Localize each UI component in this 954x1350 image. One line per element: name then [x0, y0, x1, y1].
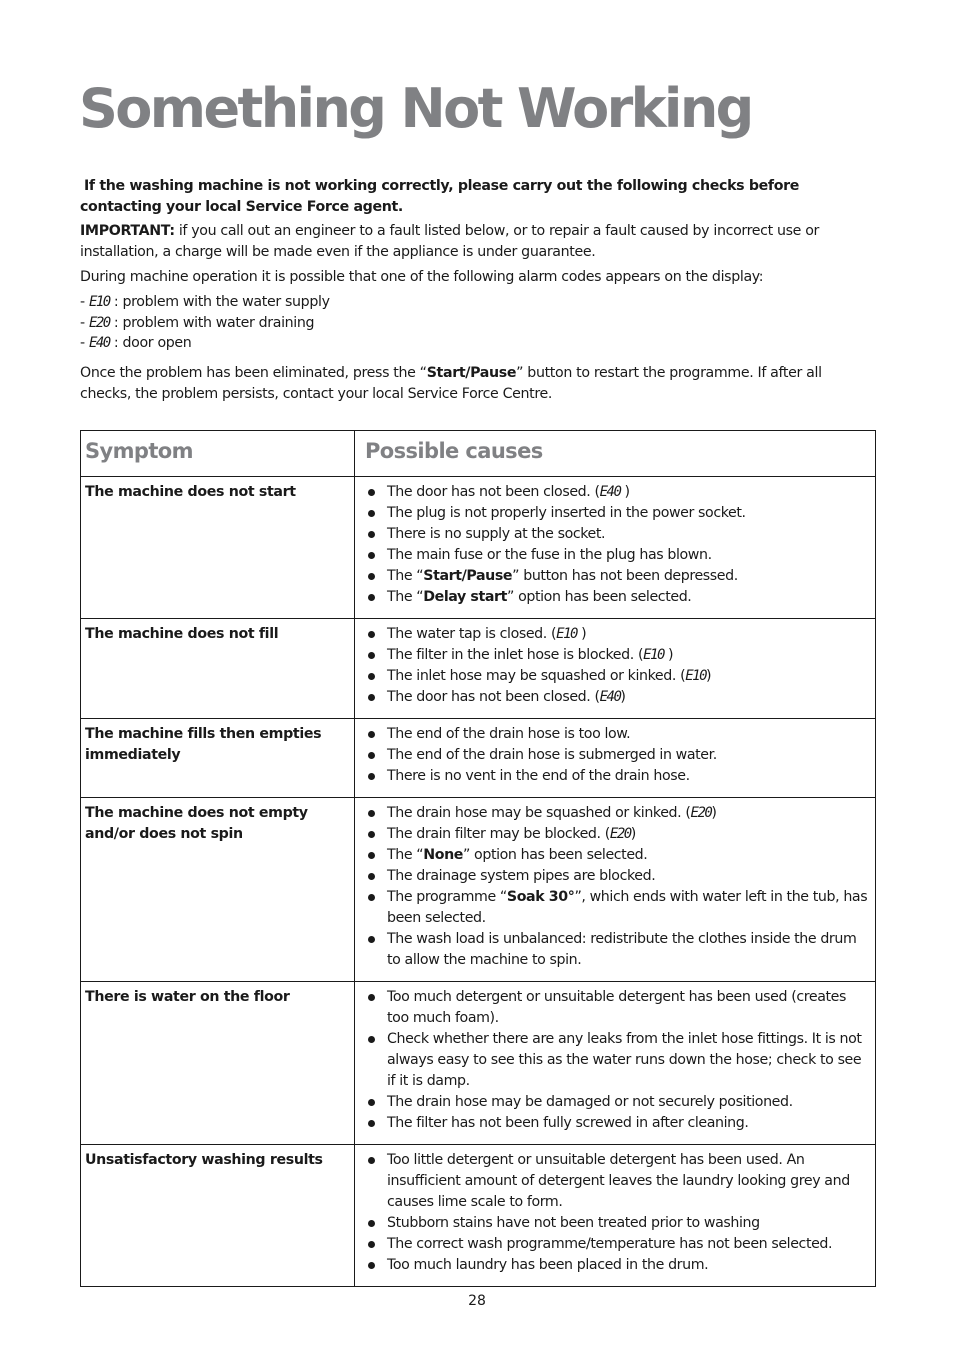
causes-cell	[355, 619, 876, 719]
alarm-code: E20	[690, 805, 712, 821]
causes-list	[355, 619, 875, 718]
cause-text: The plug is not properly inserted in the power socket.	[387, 505, 746, 521]
causes-list	[355, 798, 875, 981]
intro-lead-line-2: contacting your local Service Force agent.	[80, 199, 403, 215]
cause-text-end: )	[620, 484, 630, 500]
cause-item	[359, 1113, 871, 1134]
table-row	[81, 619, 876, 719]
cause-text: The filter in the inlet hose is blocked. (	[387, 647, 644, 663]
bullet-icon	[368, 936, 375, 943]
cause-text: The inlet hose may be squashed or kinked. (	[387, 668, 686, 684]
bullet-icon	[368, 810, 375, 817]
bullet-icon	[368, 831, 375, 838]
cause-text: The drain filter may be blocked. (	[387, 826, 610, 842]
bullet-icon	[368, 894, 375, 901]
cause-item	[359, 1150, 871, 1213]
cause-item	[359, 482, 871, 503]
table-row	[81, 719, 876, 798]
cause-item	[359, 745, 871, 766]
table-row	[81, 798, 876, 982]
bullet-icon	[368, 1099, 375, 1106]
cause-item	[359, 845, 871, 866]
cause-text: The drain hose may be damaged or not securely positioned.	[387, 1094, 793, 1110]
bullet-icon	[368, 673, 375, 680]
table-row	[81, 1145, 876, 1287]
cause-item	[359, 566, 871, 587]
cause-text: There is no supply at the socket.	[387, 526, 606, 542]
cause-text: The drainage system pipes are blocked.	[387, 868, 656, 884]
causes-cell	[355, 477, 876, 619]
alarm-code: E40	[599, 689, 621, 705]
bullet-icon	[368, 1120, 375, 1127]
cause-item	[359, 1255, 871, 1276]
cause-text: Stubborn stains have not been treated prior to washing	[387, 1215, 760, 1231]
cause-item	[359, 545, 871, 566]
cause-item	[359, 524, 871, 545]
alarm-code: E20	[609, 826, 631, 842]
bullet-icon	[368, 1262, 375, 1269]
cause-text: The correct wash programme/temperature has not been selected.	[387, 1236, 833, 1252]
bullet-icon	[368, 1157, 375, 1164]
cause-item	[359, 824, 871, 845]
bullet-icon	[368, 994, 375, 1001]
restart-text-start: Once the problem has been eliminated, press the “	[80, 364, 427, 381]
table-body	[81, 477, 876, 1287]
cause-text: The end of the drain hose is too low.	[387, 726, 631, 742]
alarm-code: E10	[643, 647, 664, 663]
restart-text-end: ” button to restart the programme. If after all checks, the problem persists, contact your local Service Force Centre.	[80, 364, 822, 402]
symptom-cell: The machine does not empty and/or does not spin	[81, 798, 355, 982]
causes-cell	[355, 1145, 876, 1287]
cause-text-end: )	[706, 668, 712, 684]
intro-lead	[80, 176, 870, 218]
cause-text: The “	[387, 847, 424, 863]
cause-text: Too little detergent or unsuitable detergent has been used. An insufficient amount of detergent leaves the laundry looking grey and causes lime scale to form.	[387, 1152, 850, 1210]
bullet-icon	[368, 552, 375, 559]
cause-text-end: ” option has been selected.	[507, 589, 692, 605]
cause-text: The water tap is closed. (	[387, 626, 557, 642]
bullet-icon	[368, 631, 375, 638]
cause-text: Too much laundry has been placed in the drum.	[387, 1257, 709, 1273]
cause-item	[359, 503, 871, 524]
intro-lead-line-1: If the washing machine is not working correctly, please carry out the following checks before	[84, 178, 800, 194]
important-label: IMPORTANT:	[80, 223, 175, 239]
symptom-column-header: Symptom	[81, 431, 355, 477]
cause-item	[359, 1213, 871, 1234]
cause-text: The “	[387, 589, 424, 605]
cause-text-end: )	[711, 805, 717, 821]
alarm-code-item: - E20 : problem with water draining	[80, 314, 315, 331]
alarm-code-list	[80, 292, 870, 354]
bullet-icon	[368, 873, 375, 880]
alarm-code: E10	[88, 294, 110, 310]
bullet-icon	[368, 852, 375, 859]
symptom-cell: Unsatisfactory washing results	[81, 1145, 355, 1287]
symptom-cell: There is water on the floor	[81, 982, 355, 1145]
cause-text-end: ” option has been selected.	[463, 847, 648, 863]
cause-emphasis: Soak 30°	[506, 889, 575, 905]
cause-item	[359, 624, 871, 645]
causes-cell	[355, 982, 876, 1145]
bullet-icon	[368, 773, 375, 780]
symptom-cell: The machine does not start	[81, 477, 355, 619]
cause-text: Too much detergent or unsuitable detergent has been used (creates too much foam).	[387, 989, 846, 1026]
troubleshooting-table	[80, 430, 876, 1287]
table-row	[81, 477, 876, 619]
cause-text: The door has not been closed. (	[387, 484, 600, 500]
causes-cell	[355, 719, 876, 798]
cause-item	[359, 587, 871, 608]
alarm-code-description: : problem with water draining	[109, 314, 315, 331]
cause-text: The programme “	[387, 889, 507, 905]
table-header-row	[81, 431, 876, 477]
cause-item	[359, 724, 871, 745]
causes-list	[355, 719, 875, 797]
cause-text: Check whether there are any leaks from the inlet hose fittings. It is not always easy to see this as the water runs down the hose; check to see if it is damp.	[387, 1031, 862, 1089]
bullet-icon	[368, 752, 375, 759]
bullet-icon	[368, 731, 375, 738]
important-note	[80, 221, 870, 263]
cause-text-end: )	[663, 647, 674, 663]
cause-text-end: )	[576, 626, 587, 642]
cause-item	[359, 1092, 871, 1113]
bullet-icon	[368, 510, 375, 517]
alarm-code: E20	[88, 314, 110, 331]
cause-item	[359, 1234, 871, 1255]
intro-section	[80, 176, 870, 409]
cause-text-end: )	[620, 689, 626, 705]
bullet-icon	[368, 573, 375, 580]
bullet-icon	[368, 1220, 375, 1227]
cause-text-end: ” button has not been depressed.	[512, 568, 738, 584]
alarm-code-item: - E40 : door open	[80, 335, 192, 352]
bullet-icon	[368, 594, 375, 601]
cause-item	[359, 803, 871, 824]
cause-text: There is no vent in the end of the drain hose.	[387, 768, 690, 784]
alarm-code: E40	[599, 484, 621, 500]
possible-causes-column-header: Possible causes	[355, 431, 876, 477]
alarm-code: E10	[685, 668, 707, 684]
cause-text-end: ”, which ends with water left in the tub, has been selected.	[387, 889, 868, 926]
cause-text: The “	[387, 568, 424, 584]
cause-item	[359, 666, 871, 687]
alarm-code-description: : problem with the water supply	[109, 294, 330, 310]
cause-text: The wash load is unbalanced: redistribute the clothes inside the drum to allow the machine to spin.	[387, 931, 857, 968]
table-row	[81, 982, 876, 1145]
causes-cell	[355, 798, 876, 982]
alarm-code: E10	[556, 626, 577, 642]
page-title: Something Not Working	[79, 77, 752, 140]
alarm-code: E40	[88, 335, 110, 352]
cause-emphasis: None	[423, 847, 463, 863]
cause-item	[359, 766, 871, 787]
bullet-icon	[368, 694, 375, 701]
symptom-cell: The machine does not fill	[81, 619, 355, 719]
bullet-icon	[368, 652, 375, 659]
bullet-icon	[368, 1241, 375, 1248]
bullet-icon	[368, 1036, 375, 1043]
cause-item	[359, 929, 871, 971]
cause-emphasis: Delay start	[423, 589, 508, 605]
cause-text-end: )	[630, 826, 636, 842]
cause-text: The end of the drain hose is submerged in water.	[387, 747, 717, 763]
cause-text: The drain hose may be squashed or kinked. (	[387, 805, 691, 821]
cause-text: The filter has not been fully screwed in after cleaning.	[387, 1115, 749, 1131]
cause-item	[359, 866, 871, 887]
causes-list	[355, 1145, 875, 1286]
cause-item	[359, 887, 871, 929]
important-text: if you call out an engineer to a fault listed below, or to repair a fault caused by incorrect use or installation, a charge will be made even if the appliance is under guarantee.	[80, 223, 820, 260]
bullet-icon	[368, 531, 375, 538]
alarm-codes-intro: During machine operation it is possible that one of the following alarm codes appears on the display:	[80, 269, 764, 285]
alarm-code-item: - E10 : problem with the water supply	[80, 294, 330, 310]
cause-emphasis: Start/Pause	[423, 568, 513, 584]
restart-instructions	[80, 363, 870, 405]
bullet-icon	[368, 489, 375, 496]
start-pause-label: Start/Pause	[426, 364, 517, 381]
causes-list	[355, 982, 875, 1144]
page-number: 28	[468, 1293, 486, 1309]
cause-text: The door has not been closed. (	[387, 689, 600, 705]
cause-text: The main fuse or the fuse in the plug has blown.	[387, 547, 712, 563]
causes-list	[355, 477, 875, 618]
cause-item	[359, 987, 871, 1029]
cause-item	[359, 1029, 871, 1092]
cause-item	[359, 645, 871, 666]
cause-item	[359, 687, 871, 708]
alarm-code-description: : door open	[109, 335, 192, 352]
symptom-cell: The machine fills then empties immediately	[81, 719, 355, 798]
